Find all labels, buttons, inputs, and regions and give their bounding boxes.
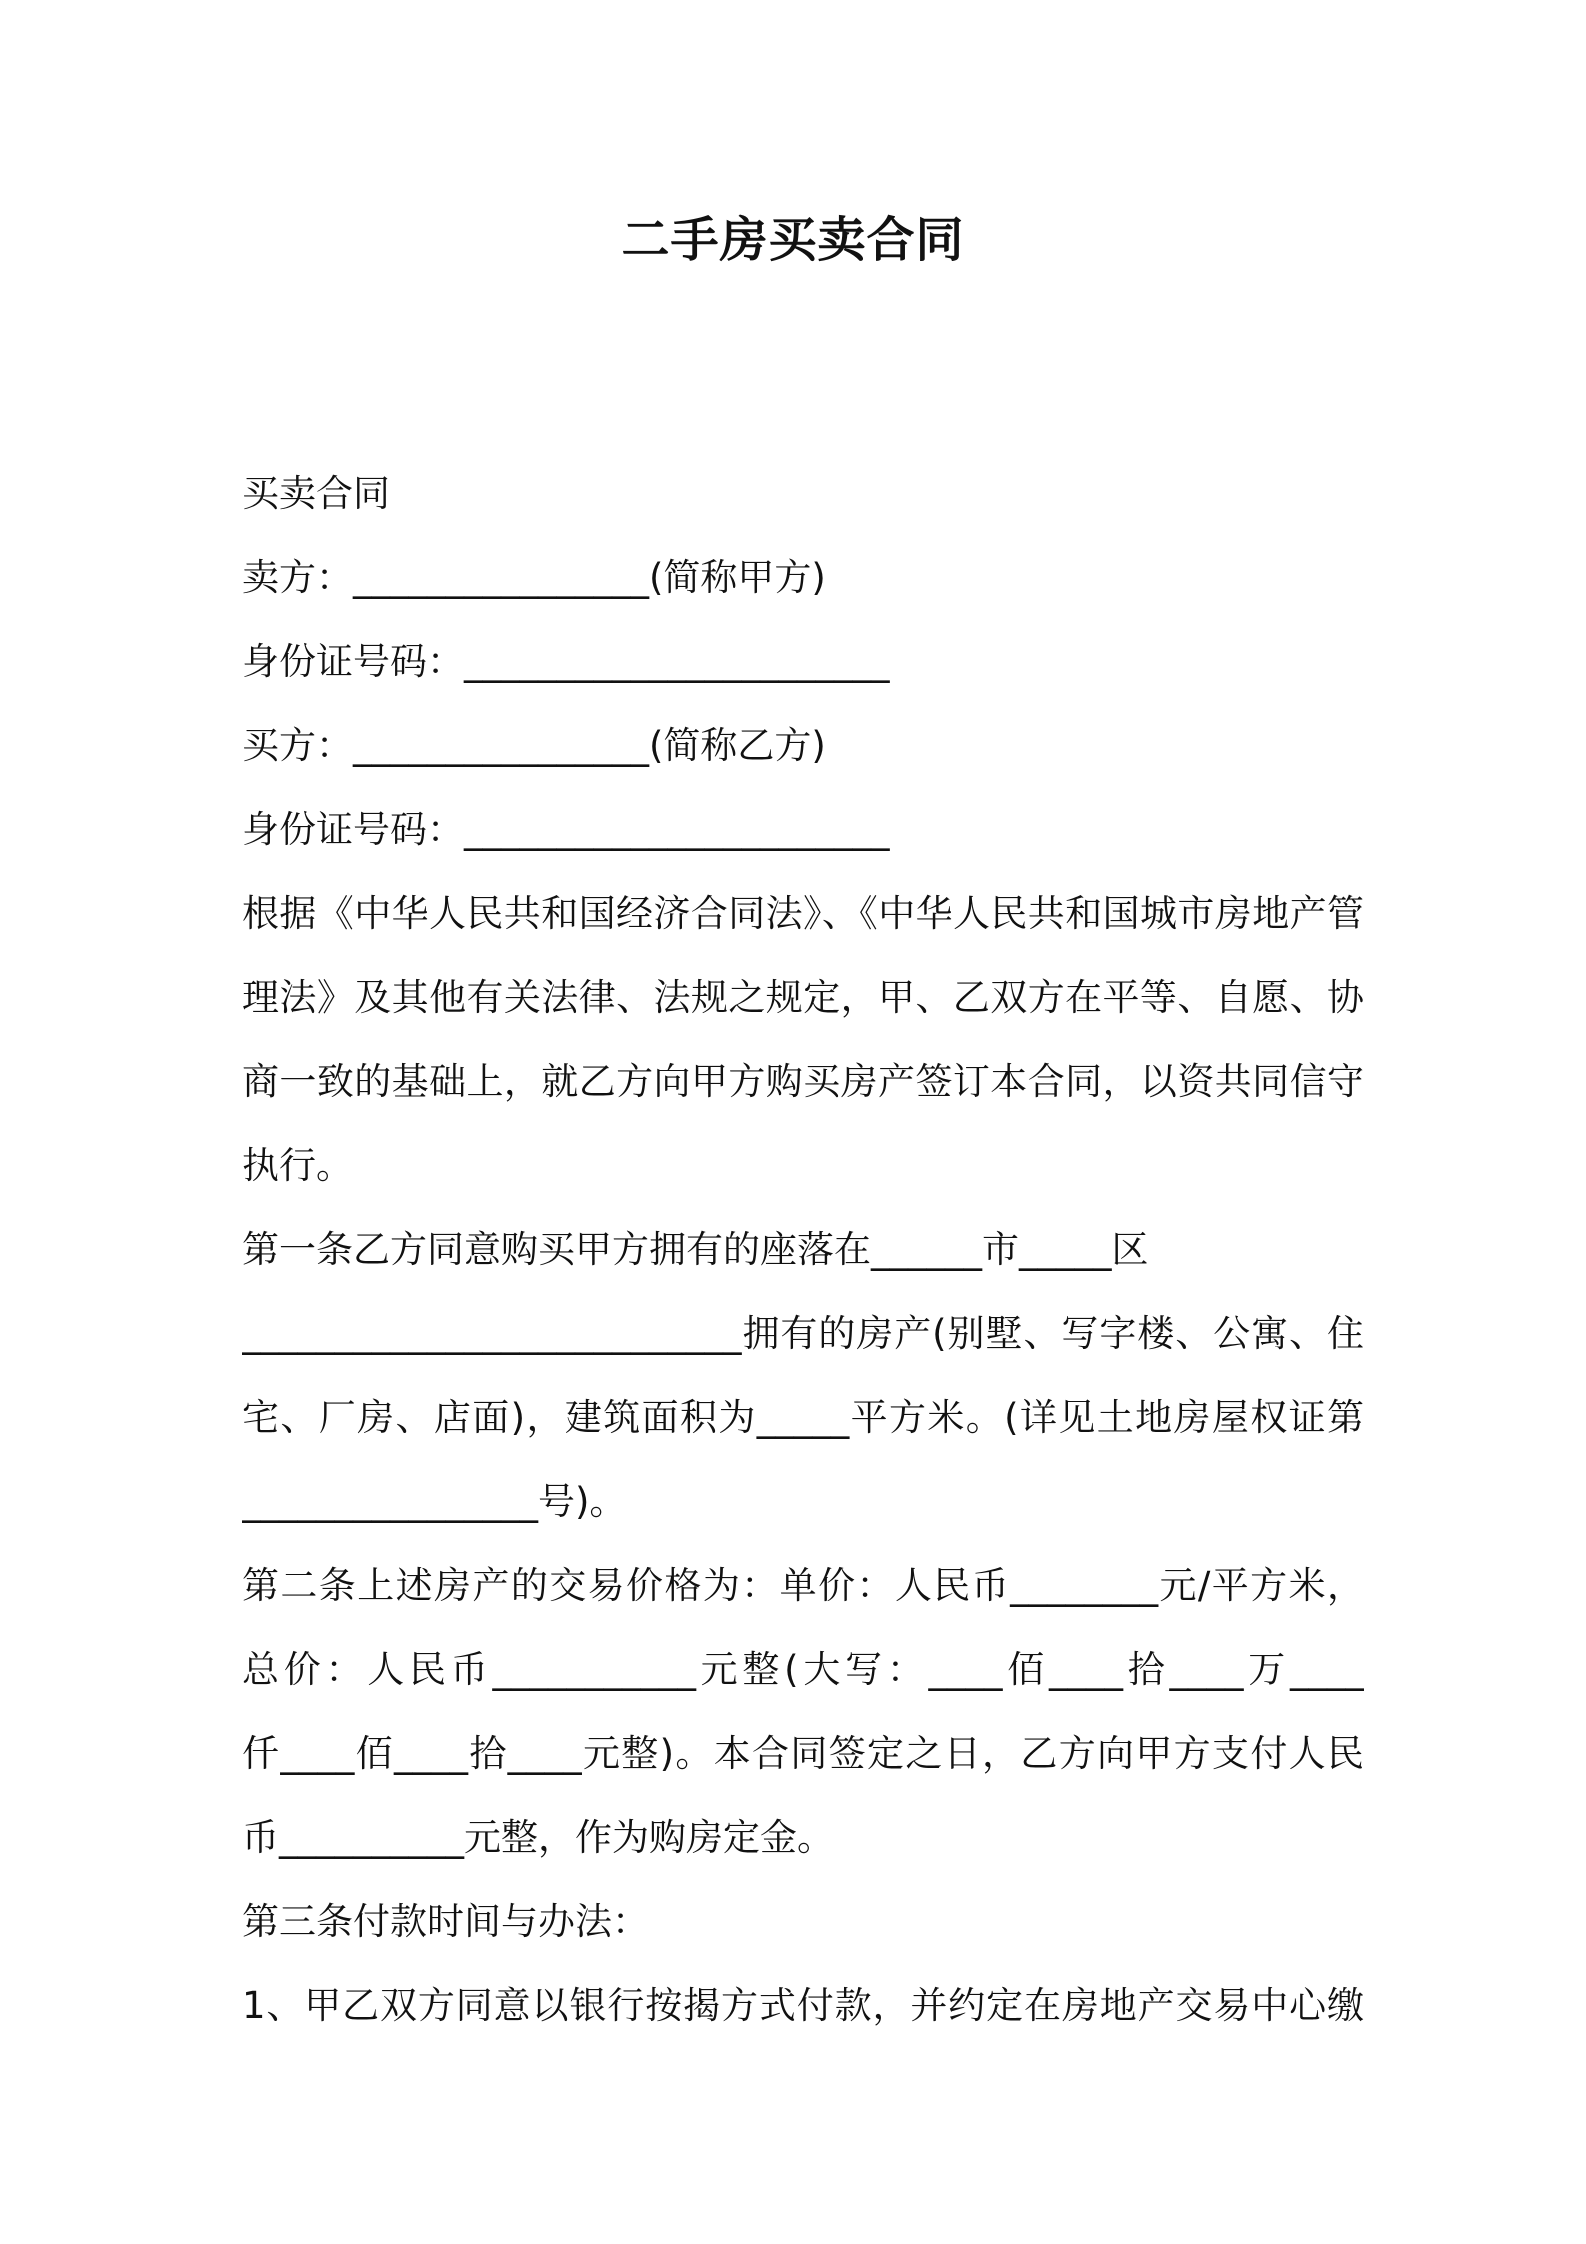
document-title: 二手房买卖合同 [621,212,965,268]
article-2-line-4: 币__________元整，作为购房定金。 [242,1816,834,1859]
preamble-line-4: 执行。 [242,1144,353,1187]
preamble-line-2: 理法》及其他有关法律、法规之规定，甲、乙双方在平等、自愿、协 [242,976,1364,1019]
article-2-line-3: 仟____佰____拾____元整)。本合同签定之日，乙方向甲方支付人民 [242,1732,1364,1775]
preamble-line-1: 根据《中华人民共和国经济合同法》、《中华人民共和国城市房地产管 [242,892,1364,935]
section-heading: 买卖合同 [242,472,390,515]
preamble-line-3: 商一致的基础上，就乙方向甲方购买房产签订本合同，以资共同信守 [242,1060,1364,1103]
seller-line: 卖方：________________(简称甲方) [242,556,826,599]
seller-id-line: 身份证号码：_______________________ [242,640,890,683]
article-1-line-4: ________________号)。 [242,1480,627,1523]
article-1-line-3: 宅、厂房、店面)，建筑面积为_____平方米。(详见土地房屋权证第 [242,1396,1364,1439]
article-2-line-2: 总价：人民币___________元整(大写：____佰____拾____万____ [242,1648,1364,1691]
article-1-line-1: 第一条乙方同意购买甲方拥有的座落在______市_____区 [242,1228,1149,1271]
buyer-id-line: 身份证号码：_______________________ [242,808,890,851]
article-1-line-2: ___________________________拥有的房产(别墅、写字楼、公寓、住 [242,1312,1364,1355]
article-2-line-1: 第二条上述房产的交易价格为：单价：人民币________元/平方米， [242,1564,1364,1607]
article-3-heading: 第三条付款时间与办法： [242,1900,649,1943]
document-body [242,452,1364,2048]
buyer-line: 买方：________________(简称乙方) [242,724,826,767]
article-3-item-1: 1、甲乙双方同意以银行按揭方式付款，并约定在房地产交易中心缴 [242,1984,1364,2027]
